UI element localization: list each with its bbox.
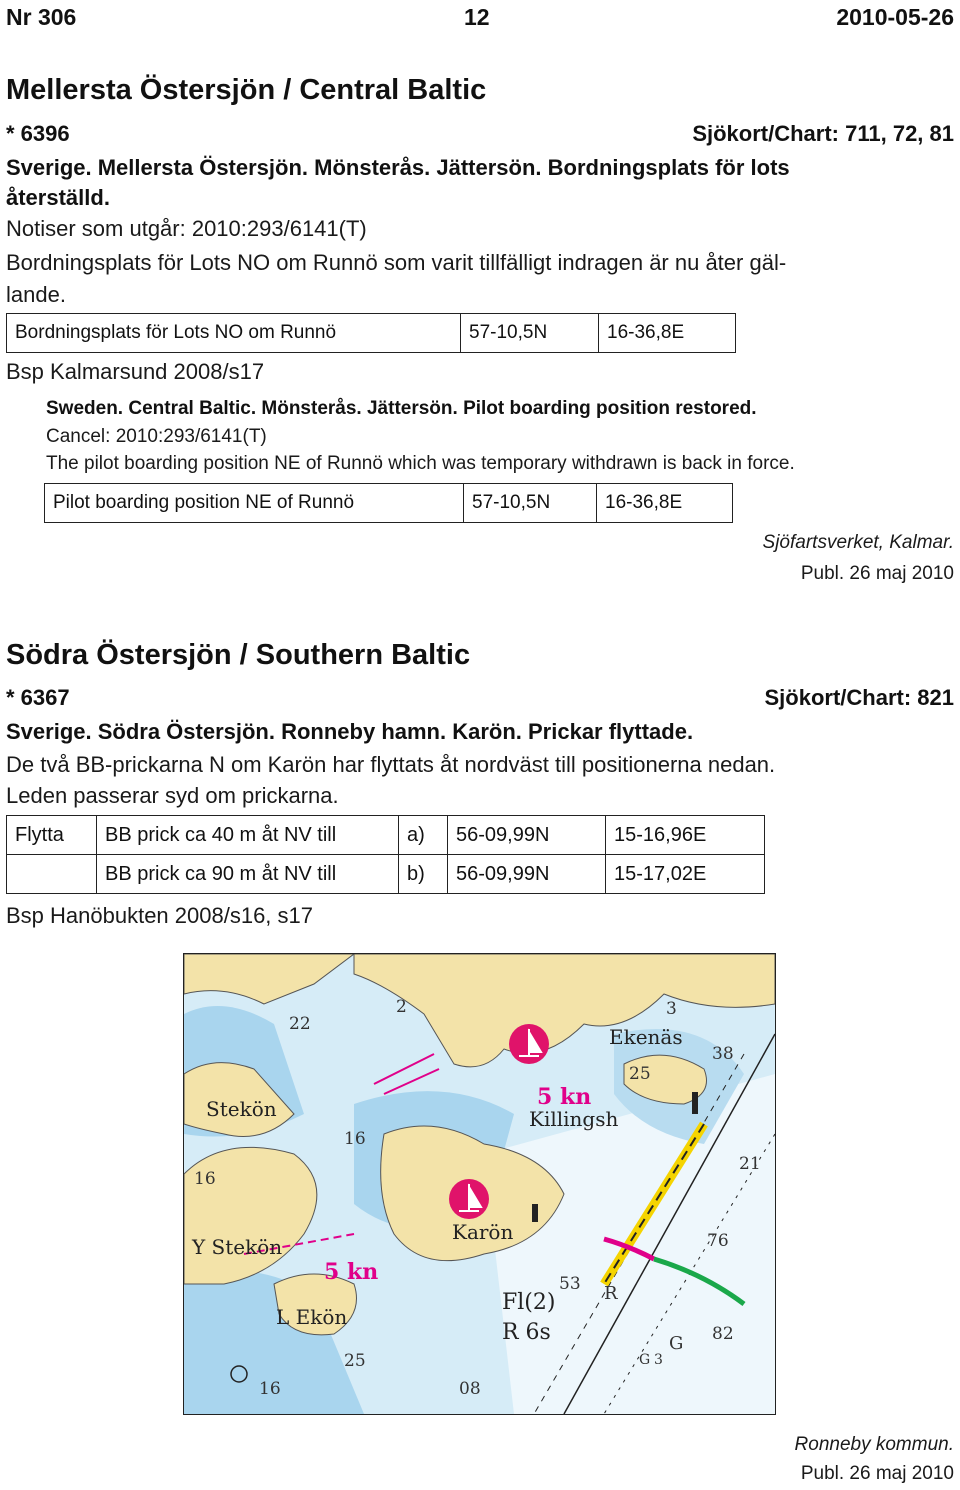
- position-name: Bordningsplats för Lots NO om Runnö: [7, 314, 461, 353]
- buoy-action: Flytta: [7, 816, 97, 855]
- buoy-lon: 15-16,96E: [606, 816, 765, 855]
- notice-headline-en: Sweden. Central Baltic. Mönsterås. Jättersön. Pilot boarding position restored.: [46, 398, 757, 419]
- buoy-id: b): [399, 855, 448, 894]
- position-table-sv: [6, 313, 736, 353]
- buoy-table: [6, 815, 765, 894]
- position-lat: 57-10,5N: [461, 314, 599, 353]
- buoy-lat: 56-09,99N: [448, 855, 606, 894]
- label-light-period: R 6s: [502, 1320, 551, 1345]
- source-authority: Sjöfartsverket, Kalmar.: [762, 532, 954, 553]
- sector-letter: G: [669, 1333, 684, 1354]
- issue-number: Nr 306: [6, 4, 77, 30]
- cancel-notice-sv: Notiser som utgår: 2010:293/6141(T): [6, 216, 367, 241]
- label-stekon: Stekön: [206, 1097, 277, 1121]
- depth-sounding: 25: [344, 1351, 366, 1371]
- buoy-desc: BB prick ca 90 m åt NV till: [97, 855, 399, 894]
- depth-sounding: 82: [712, 1324, 734, 1344]
- issue-date: 2010-05-26: [836, 4, 954, 30]
- notice-headline: Sverige. Södra Östersjön. Ronneby hamn. Karön. Prickar flyttade.: [6, 719, 694, 744]
- bsp-reference: Bsp Kalmarsund 2008/s17: [6, 359, 265, 384]
- depth-sounding: 38: [712, 1044, 734, 1064]
- notice-text-sv-cont: lande.: [6, 282, 66, 307]
- section-title-central-baltic: Mellersta Östersjön / Central Baltic: [6, 74, 487, 106]
- nautical-chart-excerpt: [183, 953, 776, 1415]
- position-name: Pilot boarding position NE of Runnö: [45, 484, 464, 523]
- depth-sounding: 16: [194, 1169, 216, 1189]
- depth-sounding: 53: [559, 1274, 581, 1294]
- depth-sounding: 16: [259, 1379, 281, 1399]
- position-lat: 57-10,5N: [464, 484, 597, 523]
- chart-reference: Sjökort/Chart: 711, 72, 81: [692, 121, 954, 146]
- depth-sounding: 3: [666, 999, 677, 1019]
- position-table-en: [44, 483, 733, 523]
- position-lon: 16-36,8E: [599, 314, 736, 353]
- depth-sounding: 76: [707, 1231, 729, 1251]
- buoy-action-empty: [7, 855, 97, 894]
- depth-sounding: 3: [654, 1352, 663, 1368]
- buoy-lon: 15-17,02E: [606, 855, 765, 894]
- depth-sounding: 2: [396, 997, 407, 1017]
- publication-date: Publ. 26 maj 2010: [800, 563, 954, 584]
- label-l-ekon: L Ekön: [276, 1305, 348, 1329]
- label-speed-limit: 5 kn: [324, 1259, 379, 1285]
- chart-reference: Sjökort/Chart: 821: [764, 685, 954, 710]
- page-number: 12: [464, 4, 490, 30]
- buoy-lat: 56-09,99N: [448, 816, 606, 855]
- notice-number: * 6367: [6, 685, 70, 710]
- notice-text-en: The pilot boarding position NE of Runnö which was temporary withdrawn is back in force.: [46, 453, 795, 474]
- sector-letter: R: [604, 1283, 618, 1304]
- depth-sounding: 21: [739, 1154, 761, 1174]
- source-authority: Ronneby kommun.: [794, 1434, 954, 1455]
- buoy-id: a): [399, 816, 448, 855]
- position-lon: 16-36,8E: [597, 484, 733, 523]
- notice-number: * 6396: [6, 121, 70, 146]
- label-y-stekon: Y Stekön: [192, 1235, 283, 1259]
- depth-sounding: 16: [344, 1129, 366, 1149]
- bsp-reference: Bsp Hanöbukten 2008/s16, s17: [6, 903, 314, 928]
- notice-text-cont: Leden passerar syd om prickarna.: [6, 783, 339, 808]
- buoy-icon: [532, 1204, 538, 1222]
- notice-headline: Sverige. Mellersta Östersjön. Mönsterås. Jättersön. Bordningsplats för lots: [6, 155, 790, 180]
- sector-letter: G: [639, 1352, 651, 1368]
- publication-date: Publ. 26 maj 2010: [800, 1463, 954, 1484]
- buoy-desc: BB prick ca 40 m åt NV till: [97, 816, 399, 855]
- buoy-icon: [692, 1092, 698, 1114]
- label-killingsh: Killingsh: [529, 1107, 619, 1131]
- label-light-character: Fl(2): [502, 1290, 556, 1315]
- notice-headline-cont: återställd.: [6, 185, 110, 210]
- notice-text: De två BB-prickarna N om Karön har flyttats åt nordväst till positionerna nedan.: [6, 752, 776, 777]
- cancel-notice-en: Cancel: 2010:293/6141(T): [46, 426, 267, 447]
- depth-sounding: 08: [459, 1379, 481, 1399]
- depth-sounding: 25: [629, 1064, 651, 1084]
- label-speed-limit: 5 kn: [537, 1084, 592, 1110]
- label-ekenas: Ekenäs: [609, 1025, 683, 1049]
- section-title-southern-baltic: Södra Östersjön / Southern Baltic: [6, 639, 471, 671]
- label-karon: Karön: [452, 1220, 514, 1244]
- notice-text-sv: Bordningsplats för Lots NO om Runnö som varit tillfälligt indragen är nu åter gäl-: [6, 250, 787, 275]
- depth-sounding: 22: [289, 1014, 311, 1034]
